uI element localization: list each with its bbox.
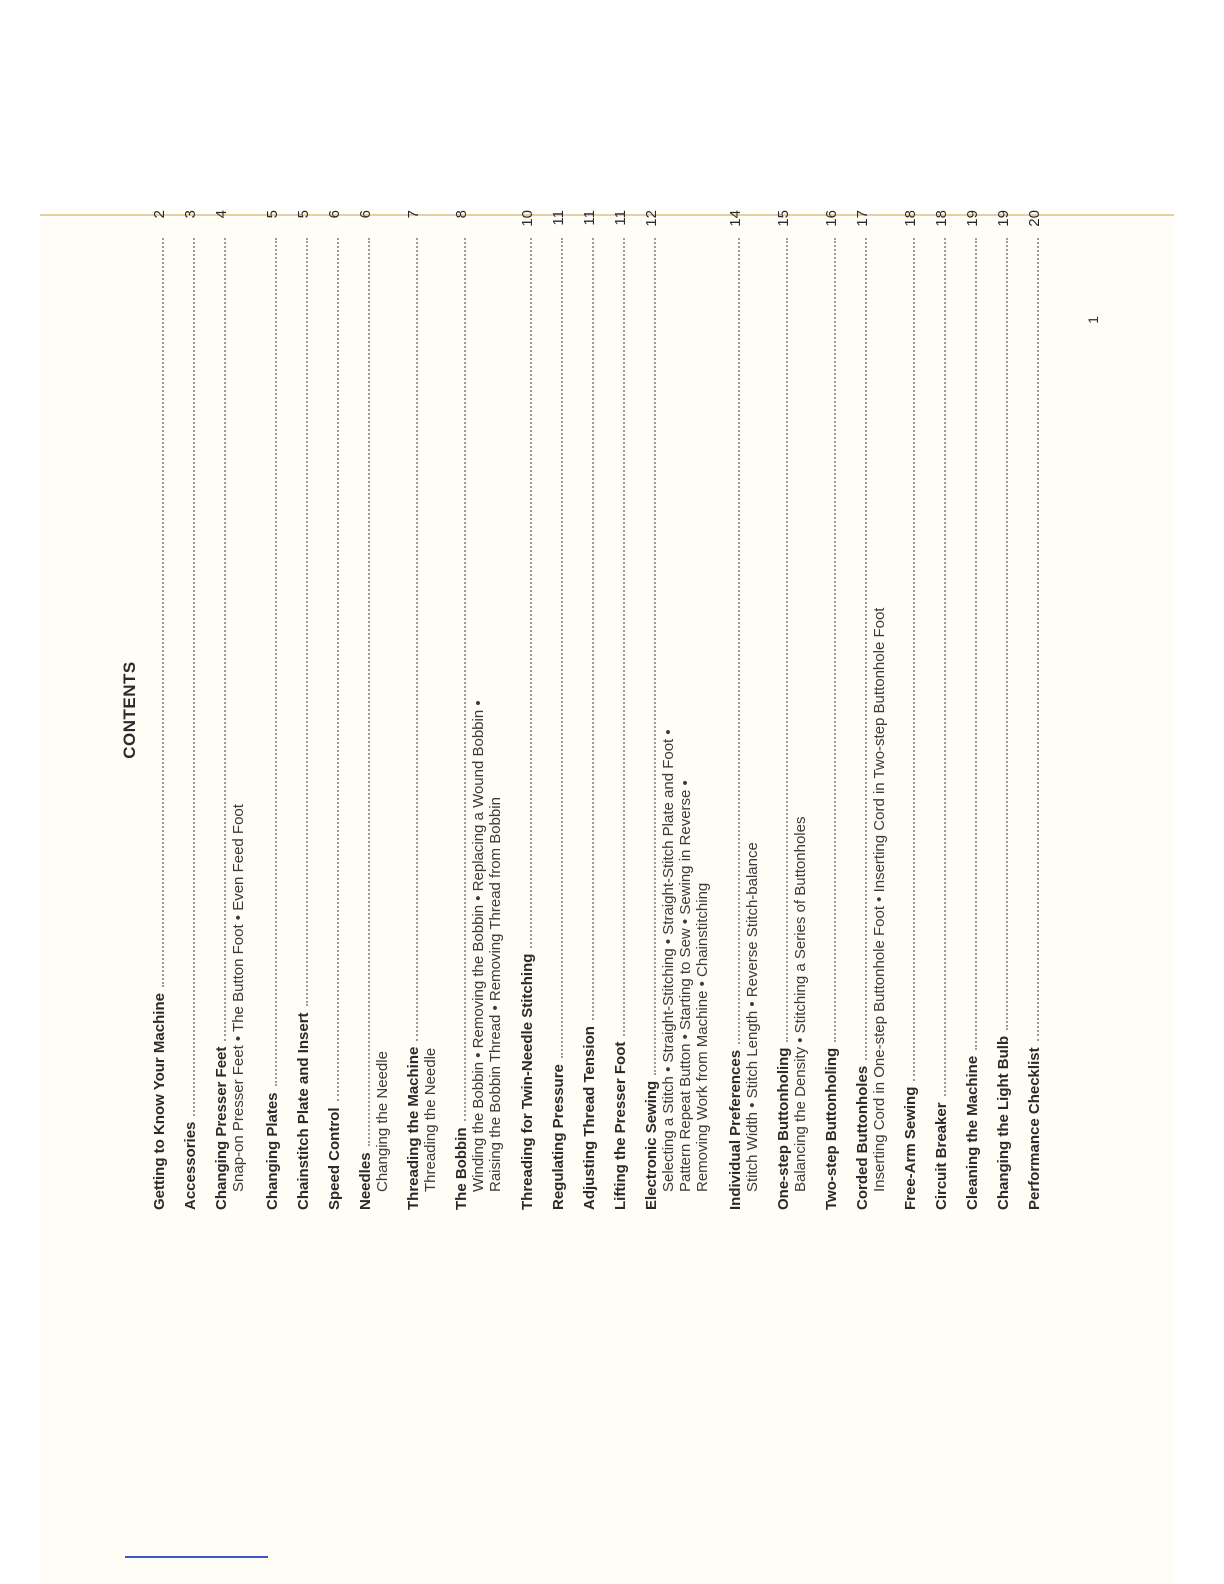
toc-entry [611,210,629,1210]
toc-entry [853,210,888,1210]
toc-entry [518,210,536,1210]
dot-leader [642,238,656,1075]
toc-entry-title: Electronic Sewing [643,1080,660,1210]
toc-entry [774,210,809,1210]
toc-entry [181,210,199,1210]
dot-leader [901,238,915,1081]
toc-entry-row [356,210,374,1210]
toc-entry-row [263,210,281,1210]
dot-leader [580,238,594,1020]
toc-entry-title: Free-Arm Sewing [902,1086,919,1210]
dot-leader [263,238,277,1086]
toc-entry [1025,210,1043,1210]
dot-leader [611,238,625,1036]
toc-entry-title: Changing the Light Bulb [995,1035,1012,1210]
toc-entry-page: 11 [581,210,598,226]
dot-leader [994,238,1008,1030]
toc-entry-page: 5 [264,210,281,219]
dot-leader [822,238,836,1042]
toc-entry [932,210,950,1210]
toc-entry-title: Cleaning the Machine [964,1055,981,1210]
toc-entry-page: 20 [1026,210,1043,227]
toc-entry-title: Performance Checklist [1026,1047,1043,1210]
page-number: 1 [1085,316,1101,324]
dot-leader [549,238,563,1058]
dot-leader [356,238,370,1146]
dot-leader [518,238,532,948]
toc-entry-row [994,210,1012,1210]
toc-entry-title: Accessories [182,1121,199,1210]
toc-entry [325,210,343,1210]
toc-entry-page: 10 [519,210,536,227]
toc-entry-page: 11 [612,210,629,226]
toc-entry [726,210,761,1210]
toc-entry-row [549,210,567,1210]
dot-leader [404,238,418,1041]
toc-entry [549,210,567,1210]
toc-entry [452,210,504,1210]
toc-subentry: Inserting Cord in One-step Buttonhole Foot • Inserting Cord in Two-step Buttonhole Foot [871,607,888,1192]
toc-entry-title: Threading the Machine [405,1046,422,1210]
dot-leader [452,238,466,1122]
toc-subentry: Snap-on Presser Feet • The Button Foot • Even Feed Foot [230,804,247,1192]
bottom-mark-line [125,1556,268,1558]
dot-leader [212,238,226,1041]
toc-entry-row [901,210,919,1210]
toc-entry-title: One-step Buttonholing [775,1047,792,1210]
toc-entry [822,210,840,1210]
toc-entry-row [822,210,840,1210]
toc-entry-page: 18 [933,210,950,227]
toc-entry-row [726,210,744,1210]
toc-entry-title: Corded Buttonholes [854,1065,871,1210]
toc-entry-page: 6 [357,210,374,219]
toc-entry-title: Threading for Twin-Needle Stitching [519,953,536,1210]
toc-subentry: Balancing the Density • Stitching a Series of Buttonholes [792,816,809,1192]
toc-subentry: Stitch Width • Stitch Length • Reverse Stitch-balance [744,842,761,1192]
toc-entry-row [1025,210,1043,1210]
toc-entry-page: 3 [182,210,199,219]
toc-entry-title: Two-step Buttonholing [823,1047,840,1210]
toc-entry-page: 2 [151,210,168,219]
contents-panel [120,210,1060,1210]
toc-entry-page: 17 [854,210,871,227]
toc-entry [212,210,247,1210]
toc-entry-row [932,210,950,1210]
dot-leader [181,238,195,1116]
toc-entry-page: 12 [643,210,660,227]
toc-entry [294,210,312,1210]
dot-leader [853,238,867,1060]
toc-entry-title: Needles [357,1152,374,1210]
toc-entry-page: 15 [775,210,792,227]
contents-heading: CONTENTS [120,661,139,759]
toc-entry-row [580,210,598,1210]
toc-entry [963,210,981,1210]
toc-entry-row [853,210,871,1210]
toc-entry-title: Changing Presser Feet [213,1046,230,1210]
toc-entry-title: Speed Control [326,1107,343,1210]
toc-entry-title: Regulating Pressure [550,1064,567,1210]
toc-entry [642,210,711,1210]
dot-leader [726,238,740,1044]
toc-entry-page: 8 [453,210,470,219]
toc-subentry: Raising the Bobbin Thread • Removing Thread from Bobbin [487,797,504,1192]
toc-entry-row [611,210,629,1210]
toc-entry-title: Changing Plates [264,1092,281,1210]
toc-subentry: Pattern Repeat Button • Starting to Sew • Sewing in Reverse • [677,780,694,1192]
toc-entry-row [404,210,422,1210]
toc-entry-title: The Bobbin [453,1127,470,1210]
toc-entry-page: 11 [550,210,567,226]
dot-leader [774,238,788,1042]
dot-leader [150,238,164,987]
toc-entry-row [325,210,343,1210]
toc-entry [263,210,281,1210]
toc-entry-page: 5 [295,210,312,219]
toc-subentry: Removing Work from Machine • Chainstitching [694,882,711,1192]
toc-entry-row [181,210,199,1210]
toc-entry-title: Chainstitch Plate and Insert [295,1012,312,1210]
dot-leader [1025,238,1039,1041]
toc-entry-page: 14 [727,210,744,227]
toc-entry [404,210,439,1210]
toc-entry-title: Adjusting Thread Tension [581,1026,598,1210]
toc-entry-page: 7 [405,210,422,219]
toc-entry-page: 4 [213,210,230,219]
toc-entry-title: Getting to Know Your Machine [151,993,168,1210]
toc-entry-row [294,210,312,1210]
toc-entry-row [963,210,981,1210]
toc-entry-row [518,210,536,1210]
toc-entry-page: 18 [902,210,919,227]
toc-entry-title: Lifting the Presser Foot [612,1041,629,1210]
toc-entry-row [212,210,230,1210]
toc-entry-title: Individual Preferences [727,1049,744,1210]
toc-entry [901,210,919,1210]
toc-entry-title: Circuit Breaker [933,1102,950,1210]
dot-leader [294,238,308,1006]
toc-entry-page: 6 [326,210,343,219]
toc-entry-page: 16 [823,210,840,227]
toc-entry [150,210,168,1210]
toc-subentry: Changing the Needle [374,1051,391,1192]
toc-subentry: Threading the Needle [422,1047,439,1192]
toc-entry [580,210,598,1210]
toc-subentry: Winding the Bobbin • Removing the Bobbin • Replacing a Wound Bobbin • [470,700,487,1192]
toc-entry-row [150,210,168,1210]
toc-entry-row [452,210,470,1210]
toc-subentry: Selecting a Stitch • Straight-Stitching • Straight-Stitch Plate and Foot • [660,729,677,1192]
dot-leader [963,238,977,1050]
dot-leader [325,238,339,1101]
dot-leader [932,238,946,1096]
toc-entry-page: 19 [995,210,1012,227]
toc-entry [994,210,1012,1210]
toc-entry [356,210,391,1210]
toc-entry-row [642,210,660,1210]
toc-entry-row [774,210,792,1210]
toc-entry-page: 19 [964,210,981,227]
